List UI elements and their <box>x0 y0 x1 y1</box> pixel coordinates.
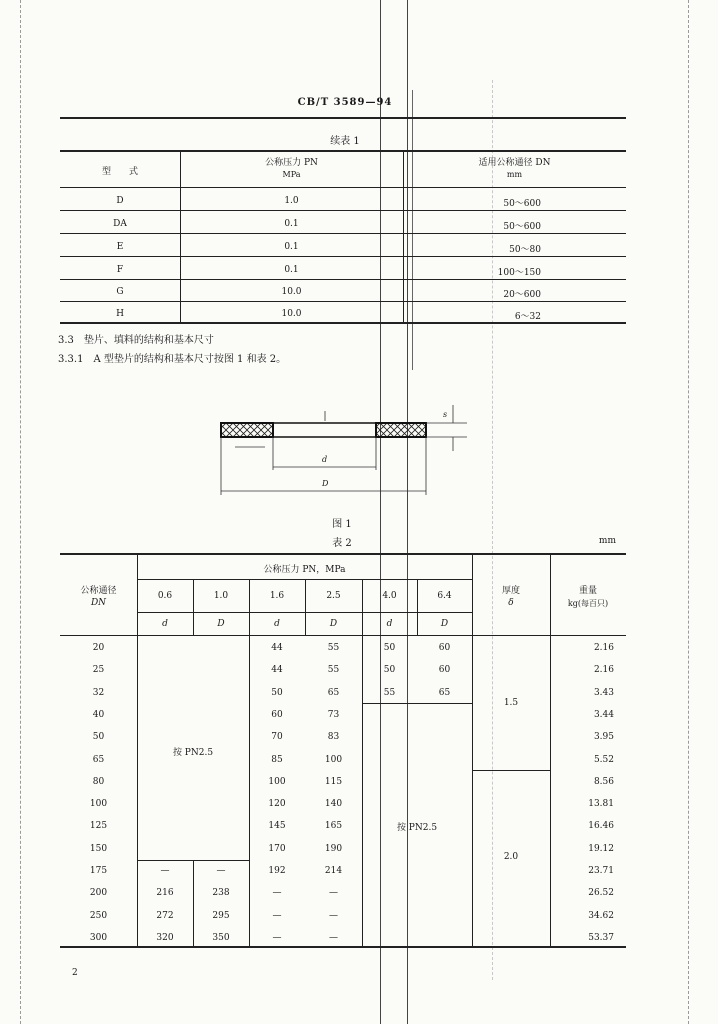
row-D-pn16: 55 <box>327 643 340 653</box>
row-weight: 34.62 <box>588 911 614 921</box>
col-type-header: 型 式 <box>101 167 138 177</box>
dim-label-s: s <box>443 410 448 419</box>
row-dn: 175 <box>89 866 108 876</box>
row-D-pn06: — <box>216 866 226 876</box>
col-thickness-symbol: δ <box>508 598 514 608</box>
standard-number: CB/T 3589—94 <box>297 97 393 108</box>
row-d-pn16: 85 <box>271 755 283 765</box>
sub-d: d <box>162 619 168 629</box>
row-dn: 300 <box>89 933 108 943</box>
table-1-caption: 续表 1 <box>330 136 360 147</box>
thickness-border <box>472 770 550 771</box>
t1-type: H <box>116 309 124 319</box>
col-pn-header: 公称压力 PN，MPa <box>263 565 346 575</box>
row-d-pn06: 320 <box>156 933 174 943</box>
row-d-pn16: 145 <box>268 821 286 831</box>
row-d-pn16: 44 <box>271 665 283 675</box>
t1-pn: 1.0 <box>284 196 299 206</box>
row-D-pn40: 60 <box>438 665 451 675</box>
row-D-pn16: — <box>329 911 338 921</box>
row-weight: 19.12 <box>588 844 614 854</box>
scan-dash <box>492 80 493 980</box>
row-D-pn06: 238 <box>212 888 230 898</box>
row-weight: 8.56 <box>593 777 614 787</box>
t1-pn: 10.0 <box>281 287 302 297</box>
t1-dn: 6～32 <box>514 312 541 322</box>
table-2-unit: mm <box>598 536 616 546</box>
row-D-pn06: 350 <box>212 933 230 943</box>
section-3-3-1-text: 3.3.1 A 型垫片的结构和基本尺寸按图 1 和表 2。 <box>58 354 287 365</box>
t1-type: DA <box>113 219 127 229</box>
row-D-pn16: — <box>329 888 338 898</box>
pressure-4-0: 4.0 <box>382 591 397 601</box>
dim-label-D: D <box>322 479 329 488</box>
row-D-pn16: 190 <box>324 844 343 854</box>
col-pn-unit: MPa <box>282 170 301 179</box>
row-D-pn16: 214 <box>324 866 343 876</box>
row-D-pn16: 55 <box>327 665 340 675</box>
t1-dn: 50～600 <box>503 199 541 209</box>
t1-pn: 0.1 <box>284 265 299 275</box>
col-dn-header: 公称通径 <box>80 586 117 596</box>
row-d-pn16: — <box>272 888 282 898</box>
col-dn-symbol: DN <box>90 598 107 608</box>
row-D-pn40: 65 <box>438 688 451 698</box>
row-d-pn40: 50 <box>383 643 396 653</box>
t1-pn: 0.1 <box>284 242 299 252</box>
scan-dash <box>688 0 689 1024</box>
merged-cell-border <box>362 703 472 704</box>
t1-type: D <box>116 196 124 206</box>
row-weight: 53.37 <box>588 933 614 943</box>
page-number: 2 <box>72 968 78 978</box>
row-d-pn40: 55 <box>383 688 396 698</box>
col-thickness-header: 厚度 <box>501 586 520 596</box>
sub-D: D <box>329 619 338 629</box>
section-3-3-heading: 3.3 垫片、填料的结构和基本尺寸 <box>58 335 214 346</box>
row-D-pn16: 140 <box>324 799 343 809</box>
row-D-pn16: 65 <box>327 688 340 698</box>
row-dn: 40 <box>92 710 105 720</box>
row-weight: 13.81 <box>588 799 614 809</box>
row-dn: 65 <box>92 755 105 765</box>
pressure-6-4: 6.4 <box>437 591 452 601</box>
row-D-pn40: 60 <box>438 643 451 653</box>
sub-D: D <box>217 619 225 629</box>
row-weight: 26.52 <box>588 888 614 898</box>
t1-type: G <box>116 287 124 297</box>
row-d-pn40: 50 <box>383 665 396 675</box>
row-dn: 125 <box>89 821 108 831</box>
row-dn: 32 <box>92 688 105 698</box>
row-dn: 250 <box>89 911 108 921</box>
scan-line <box>407 0 408 1024</box>
t1-pn: 10.0 <box>281 309 302 319</box>
t1-dn: 20～600 <box>503 290 541 300</box>
thickness-1-5: 1.5 <box>503 698 519 708</box>
row-weight: 3.43 <box>593 688 614 698</box>
t1-dn: 100～150 <box>497 268 541 278</box>
merged-low-pressure: 按 PN2.5 <box>172 748 214 758</box>
scan-dash <box>20 0 21 1024</box>
t1-dn: 50～600 <box>503 222 541 232</box>
row-weight: 3.44 <box>593 710 614 720</box>
thickness-2-0: 2.0 <box>503 852 519 862</box>
dim-label-d: d <box>322 455 328 464</box>
row-dn: 25 <box>92 665 105 675</box>
col-weight-unit: kg(每百只) <box>567 599 609 608</box>
row-dn: 50 <box>92 732 105 742</box>
col-pn-header: 公称压力 PN <box>265 158 318 168</box>
row-dn: 80 <box>92 777 105 787</box>
row-dn: 20 <box>92 643 105 653</box>
row-D-pn16: 115 <box>324 777 343 787</box>
pressure-1-0: 1.0 <box>213 591 229 601</box>
row-d-pn16: 192 <box>268 866 286 876</box>
row-D-pn16: 165 <box>324 821 343 831</box>
t1-type: E <box>116 242 124 252</box>
row-D-pn16: 83 <box>327 732 340 742</box>
row-d-pn16: 70 <box>271 732 283 742</box>
t1-pn: 0.1 <box>284 219 299 229</box>
pressure-1-6: 1.6 <box>269 591 285 601</box>
row-d-pn06: 216 <box>156 888 174 898</box>
t1-dn: 50～80 <box>509 245 541 255</box>
table-2-caption: 表 2 <box>332 538 352 549</box>
row-weight: 2.16 <box>593 665 614 675</box>
row-D-pn16: — <box>329 933 338 943</box>
row-weight: 16.46 <box>588 821 614 831</box>
row-d-pn16: 170 <box>268 844 286 854</box>
row-weight: 3.95 <box>593 732 614 742</box>
figure-caption: 图 1 <box>332 519 352 530</box>
t1-type: F <box>116 265 124 275</box>
row-d-pn16: 50 <box>271 688 283 698</box>
row-weight: 2.16 <box>593 643 614 653</box>
row-D-pn16: 100 <box>324 755 343 765</box>
row-d-pn06: 272 <box>156 911 174 921</box>
gasket-section-left <box>221 423 273 437</box>
pressure-0-6: 0.6 <box>157 591 173 601</box>
col-dn-header: 适用公称通径 DN <box>478 158 551 168</box>
row-d-pn16: 60 <box>271 710 283 720</box>
row-D-pn16: 73 <box>327 710 340 720</box>
merged-high-pressure: 按 PN2.5 <box>396 823 438 833</box>
gasket-drawing <box>205 395 475 505</box>
row-dn: 100 <box>89 799 108 809</box>
row-d-pn06: — <box>160 866 170 876</box>
row-d-pn16: 100 <box>268 777 286 787</box>
row-d-pn16: — <box>272 933 282 943</box>
row-weight: 23.71 <box>588 866 614 876</box>
scan-line <box>380 0 381 1024</box>
gasket-section-right <box>376 423 426 437</box>
pressure-2-5: 2.5 <box>326 591 341 601</box>
row-d-pn16: — <box>272 911 282 921</box>
row-D-pn06: 295 <box>212 911 230 921</box>
row-d-pn16: 120 <box>268 799 286 809</box>
row-d-pn16: 44 <box>271 643 283 653</box>
col-weight-header: 重量 <box>578 586 597 596</box>
sub-D: D <box>440 619 449 629</box>
sub-d: d <box>386 619 393 629</box>
row-dn: 200 <box>89 888 108 898</box>
col-dn-unit: mm <box>506 170 523 179</box>
sub-d: d <box>274 619 280 629</box>
row-weight: 5.52 <box>593 755 614 765</box>
row-dn: 150 <box>89 844 108 854</box>
